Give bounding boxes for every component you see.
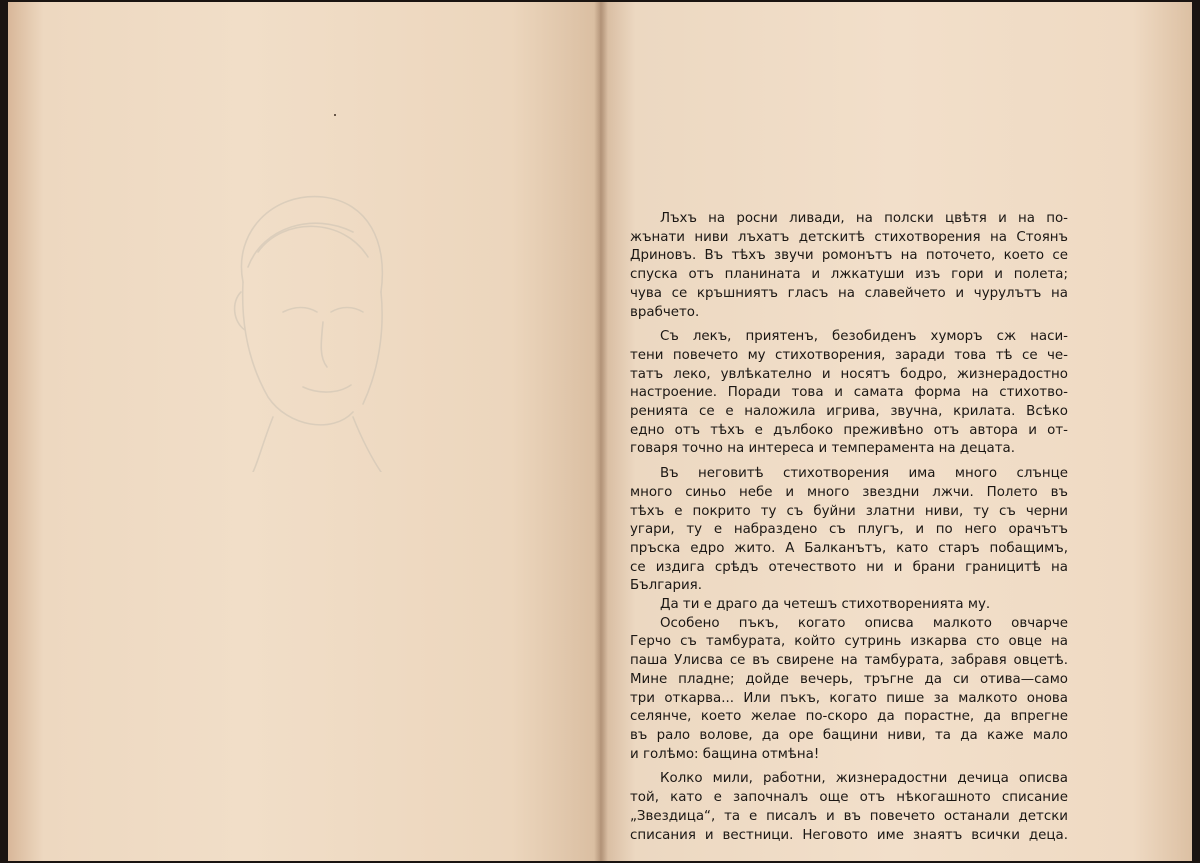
text-line: той, като е започналъ още отъ нѣкогашното списание [630, 790, 1068, 806]
text-line: Колко мили, работни, жизнерадостни дечица описва [660, 771, 1068, 787]
text-line: спуска отъ планината и лжкатуши изъ гори и полета; [630, 267, 1068, 283]
text-line: Въ неговитѣ стихотворения има много слънце [660, 466, 1068, 482]
text-line: татъ леко, увлѣкателно и носятъ бодро, жизнерадостно [630, 366, 1068, 382]
text-line: едно отъ тѣхъ е дълбоко преживѣно отъ автора и от- [630, 422, 1068, 438]
text-line: тѣхъ е покрито ту съ буйни златни ниви, ту съ черни [630, 503, 1068, 519]
text-line: Съ лекъ, приятенъ, безобиденъ хуморъ сж наси- [660, 329, 1068, 345]
paragraph-1 [630, 210, 1068, 322]
text-line: се издига срѣдъ отечеството ни и брани границитѣ на [630, 559, 1068, 575]
text-line: паша Улисва се въ свирене на тамбурата, забравя овцетѣ. [630, 653, 1068, 669]
text-line: жънати ниви лъхатъ детскитѣ стихотворения на Стоянъ [630, 229, 1068, 245]
text-line: Мине пладне; дойде вечерь, тръгне да си отива—само [630, 671, 1068, 687]
book-gutter [594, 2, 608, 861]
text-line: Лъхъ на росни ливади, на полски цвѣтя и на по- [660, 211, 1068, 226]
text-line: Дриновъ. Въ тѣхъ звучи ромонътъ на поточето, което се [630, 248, 1068, 264]
text-line: Герчо съ тамбурата, който сутринь изкарва сто овце на [630, 634, 1068, 650]
paragraph-2 [630, 328, 1068, 459]
paragraph-4 [630, 596, 1068, 615]
text-line: говаря точно на интереса и темперамента на децата. [630, 441, 1015, 457]
body-text [630, 210, 1068, 851]
paragraph-3 [630, 465, 1068, 596]
text-line: много синьо небе и много звездни лжчи. Полето въ [630, 484, 1068, 500]
paragraph-5 [630, 615, 1068, 765]
text-line: тени повечето му стихотворения, заради това тѣ се че- [630, 347, 1068, 363]
text-line: България. [630, 578, 702, 594]
text-line: „Звездица“, та е писалъ и въ повечето останали детски [630, 808, 1068, 824]
text-line: Да ти е драго да четешъ стихотворенията му. [660, 597, 991, 613]
text-line: угари, ту е набраздено съ плугъ, и по него орачътъ [630, 522, 1068, 538]
left-page [8, 2, 600, 861]
text-line: и голѣмо: бащина отмѣна! [630, 746, 820, 762]
text-line: три откарва... Или пъкъ, когато пише за малкото онова [630, 690, 1068, 706]
text-line: настроение. Поради това и самата форма на стихотво- [630, 385, 1068, 401]
text-line: пръска едро жито. А Балканътъ, като старъ побащимъ, [630, 540, 1068, 556]
paragraph-6 [630, 770, 1068, 845]
text-line: селянче, което желае по-скоро да порастне, да впрегне [630, 709, 1068, 725]
portrait-sketch-icon [203, 172, 403, 472]
text-line: врабчето. [630, 304, 700, 320]
text-line: чува се кръшниятъ гласъ на славейчето и чурулътъ на [630, 285, 1068, 301]
paper-speck [334, 114, 336, 116]
text-line: списания и вестници. Неговото име знаятъ всички деца. [630, 827, 1068, 843]
text-line: ренията се е наложила игрива, звучна, крилата. Всѣко [630, 404, 1068, 420]
text-line: въ рало волове, да оре бащини ниви, та да каже мало [630, 727, 1068, 743]
text-line: Особено пъкъ, когато описва малкото овчарче [660, 615, 1068, 631]
